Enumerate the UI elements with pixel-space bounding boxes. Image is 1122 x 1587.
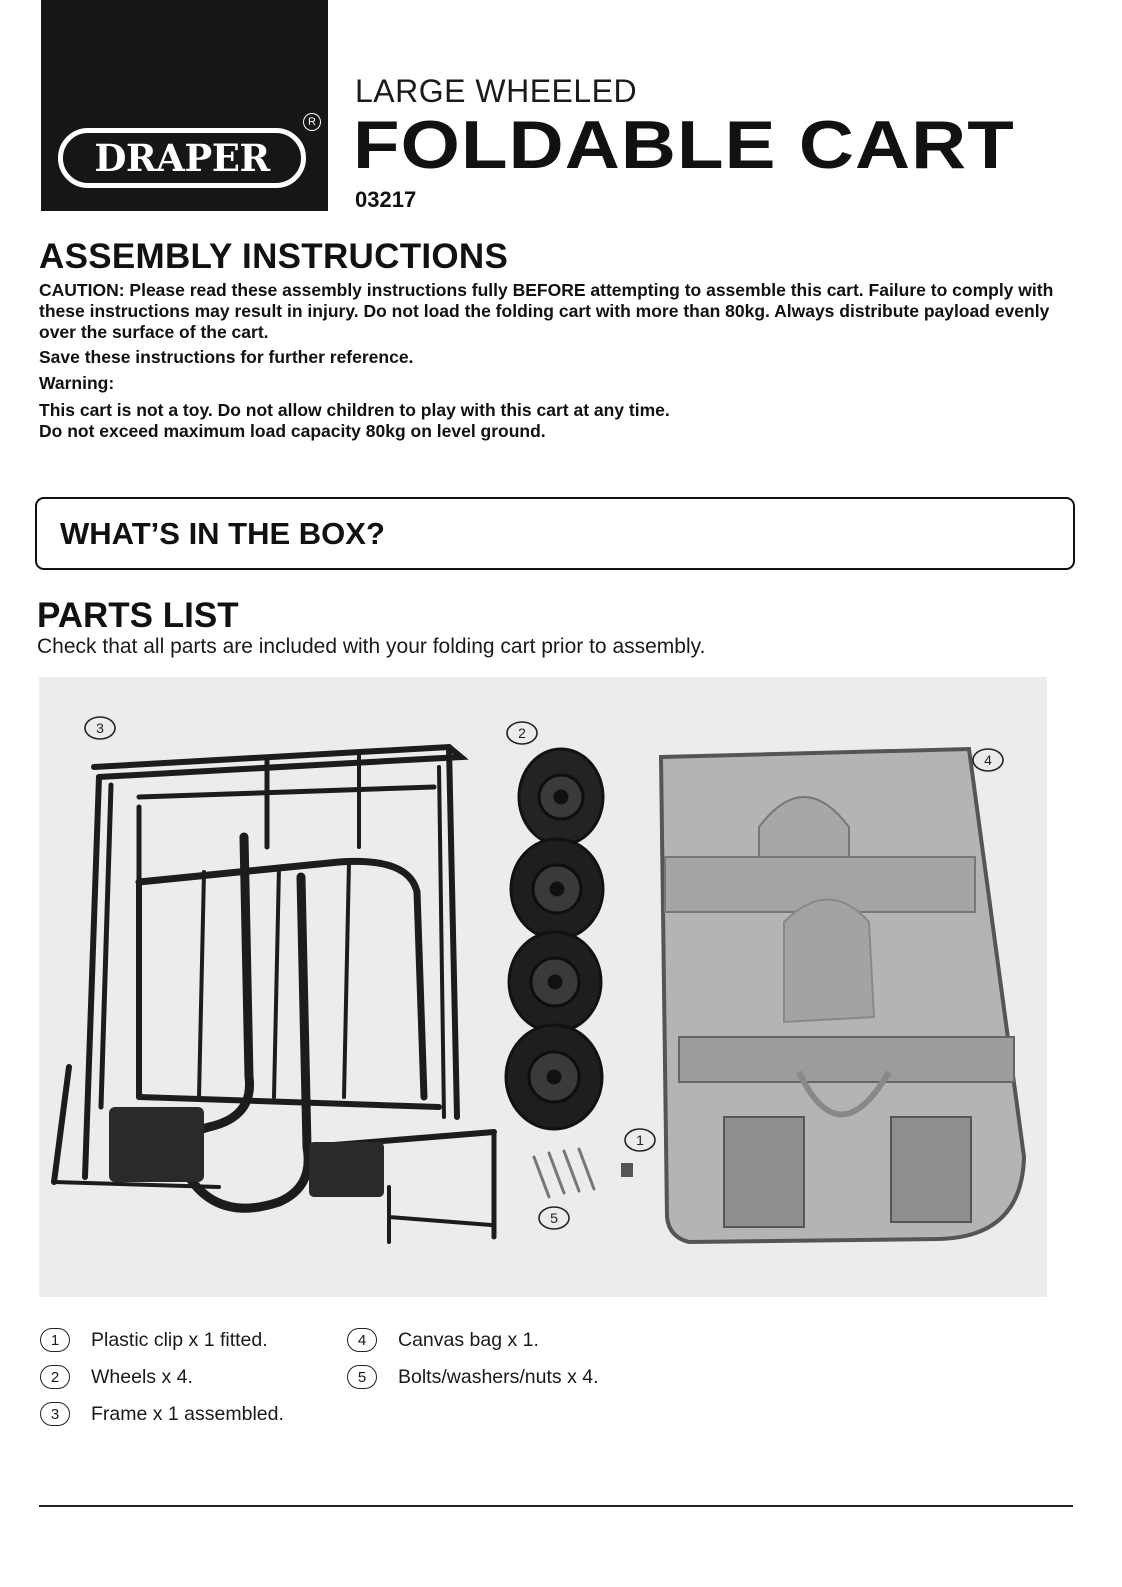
svg-text:1: 1 [636,1132,644,1148]
callout-3 [85,717,115,739]
parts-heading: PARTS LIST [37,596,239,635]
parts-photo [39,677,1047,1297]
svg-text:2: 2 [518,725,526,741]
caution-paragraph: CAUTION: Please read these assembly instructions fully BEFORE attempting to assemble this cart. Failure to comply with these instructions may result in injury. Do not load the folding cart with more than 80kg. Always distribute payload evenly over the surface of the cart. [39,280,1054,342]
save-note: Save these instructions for further reference. [39,347,414,367]
number-circle: 5 [347,1365,377,1389]
callout-4 [973,749,1003,771]
number-circle: 2 [40,1365,70,1389]
legend-item [40,1402,284,1426]
legend-item [40,1365,193,1389]
product-subtitle: LARGE WHEELED [355,73,638,109]
wheel-stack [506,749,603,1129]
svg-text:5: 5 [550,1210,558,1226]
callout-1 [625,1129,655,1151]
wheel [509,932,601,1032]
legend-text: Plastic clip x 1 fitted. [91,1328,268,1351]
parts-intro: Check that all parts are included with your folding cart prior to assembly. [37,635,706,658]
product-code: 03217 [355,187,417,212]
wheel [506,1025,602,1129]
assembly-heading: ASSEMBLY INSTRUCTIONS [39,237,509,276]
canvas-bag-drawing [661,749,1024,1242]
legend-text: Bolts/washers/nuts x 4. [398,1365,599,1388]
wheel [519,749,603,845]
callout-5 [539,1207,569,1229]
legend-text: Wheels x 4. [91,1365,193,1388]
warning-line: Do not exceed maximum load capacity 80kg on level ground. [39,421,546,441]
legend-item [40,1328,268,1352]
warning-line: This cart is not a toy. Do not allow children to play with this cart at any time. [39,400,670,420]
brand-logo [41,0,328,211]
bolts-drawing [534,1149,594,1197]
plastic-clip-drawing [621,1163,633,1177]
svg-text:3: 3 [96,720,104,736]
wheel [511,839,603,939]
legend-item [347,1365,599,1389]
callout-2 [507,722,537,744]
parts-illustration [39,677,1047,1297]
number-circle: 4 [347,1328,377,1352]
logo-text: DRAPER [94,136,270,180]
registered-mark-icon: R [303,113,321,131]
footer-divider [39,1505,1073,1507]
svg-text:4: 4 [984,752,992,768]
legend-text: Canvas bag x 1. [398,1328,539,1351]
box-heading: WHAT’S IN THE BOX? [60,516,385,551]
legend-text: Frame x 1 assembled. [91,1402,284,1425]
number-circle: 1 [40,1328,70,1352]
logo-oval [58,128,306,188]
warning-label: Warning: [39,373,115,393]
number-circle: 3 [40,1402,70,1426]
legend-item [347,1328,539,1352]
product-title: FOLDABLE CART [353,107,1015,183]
